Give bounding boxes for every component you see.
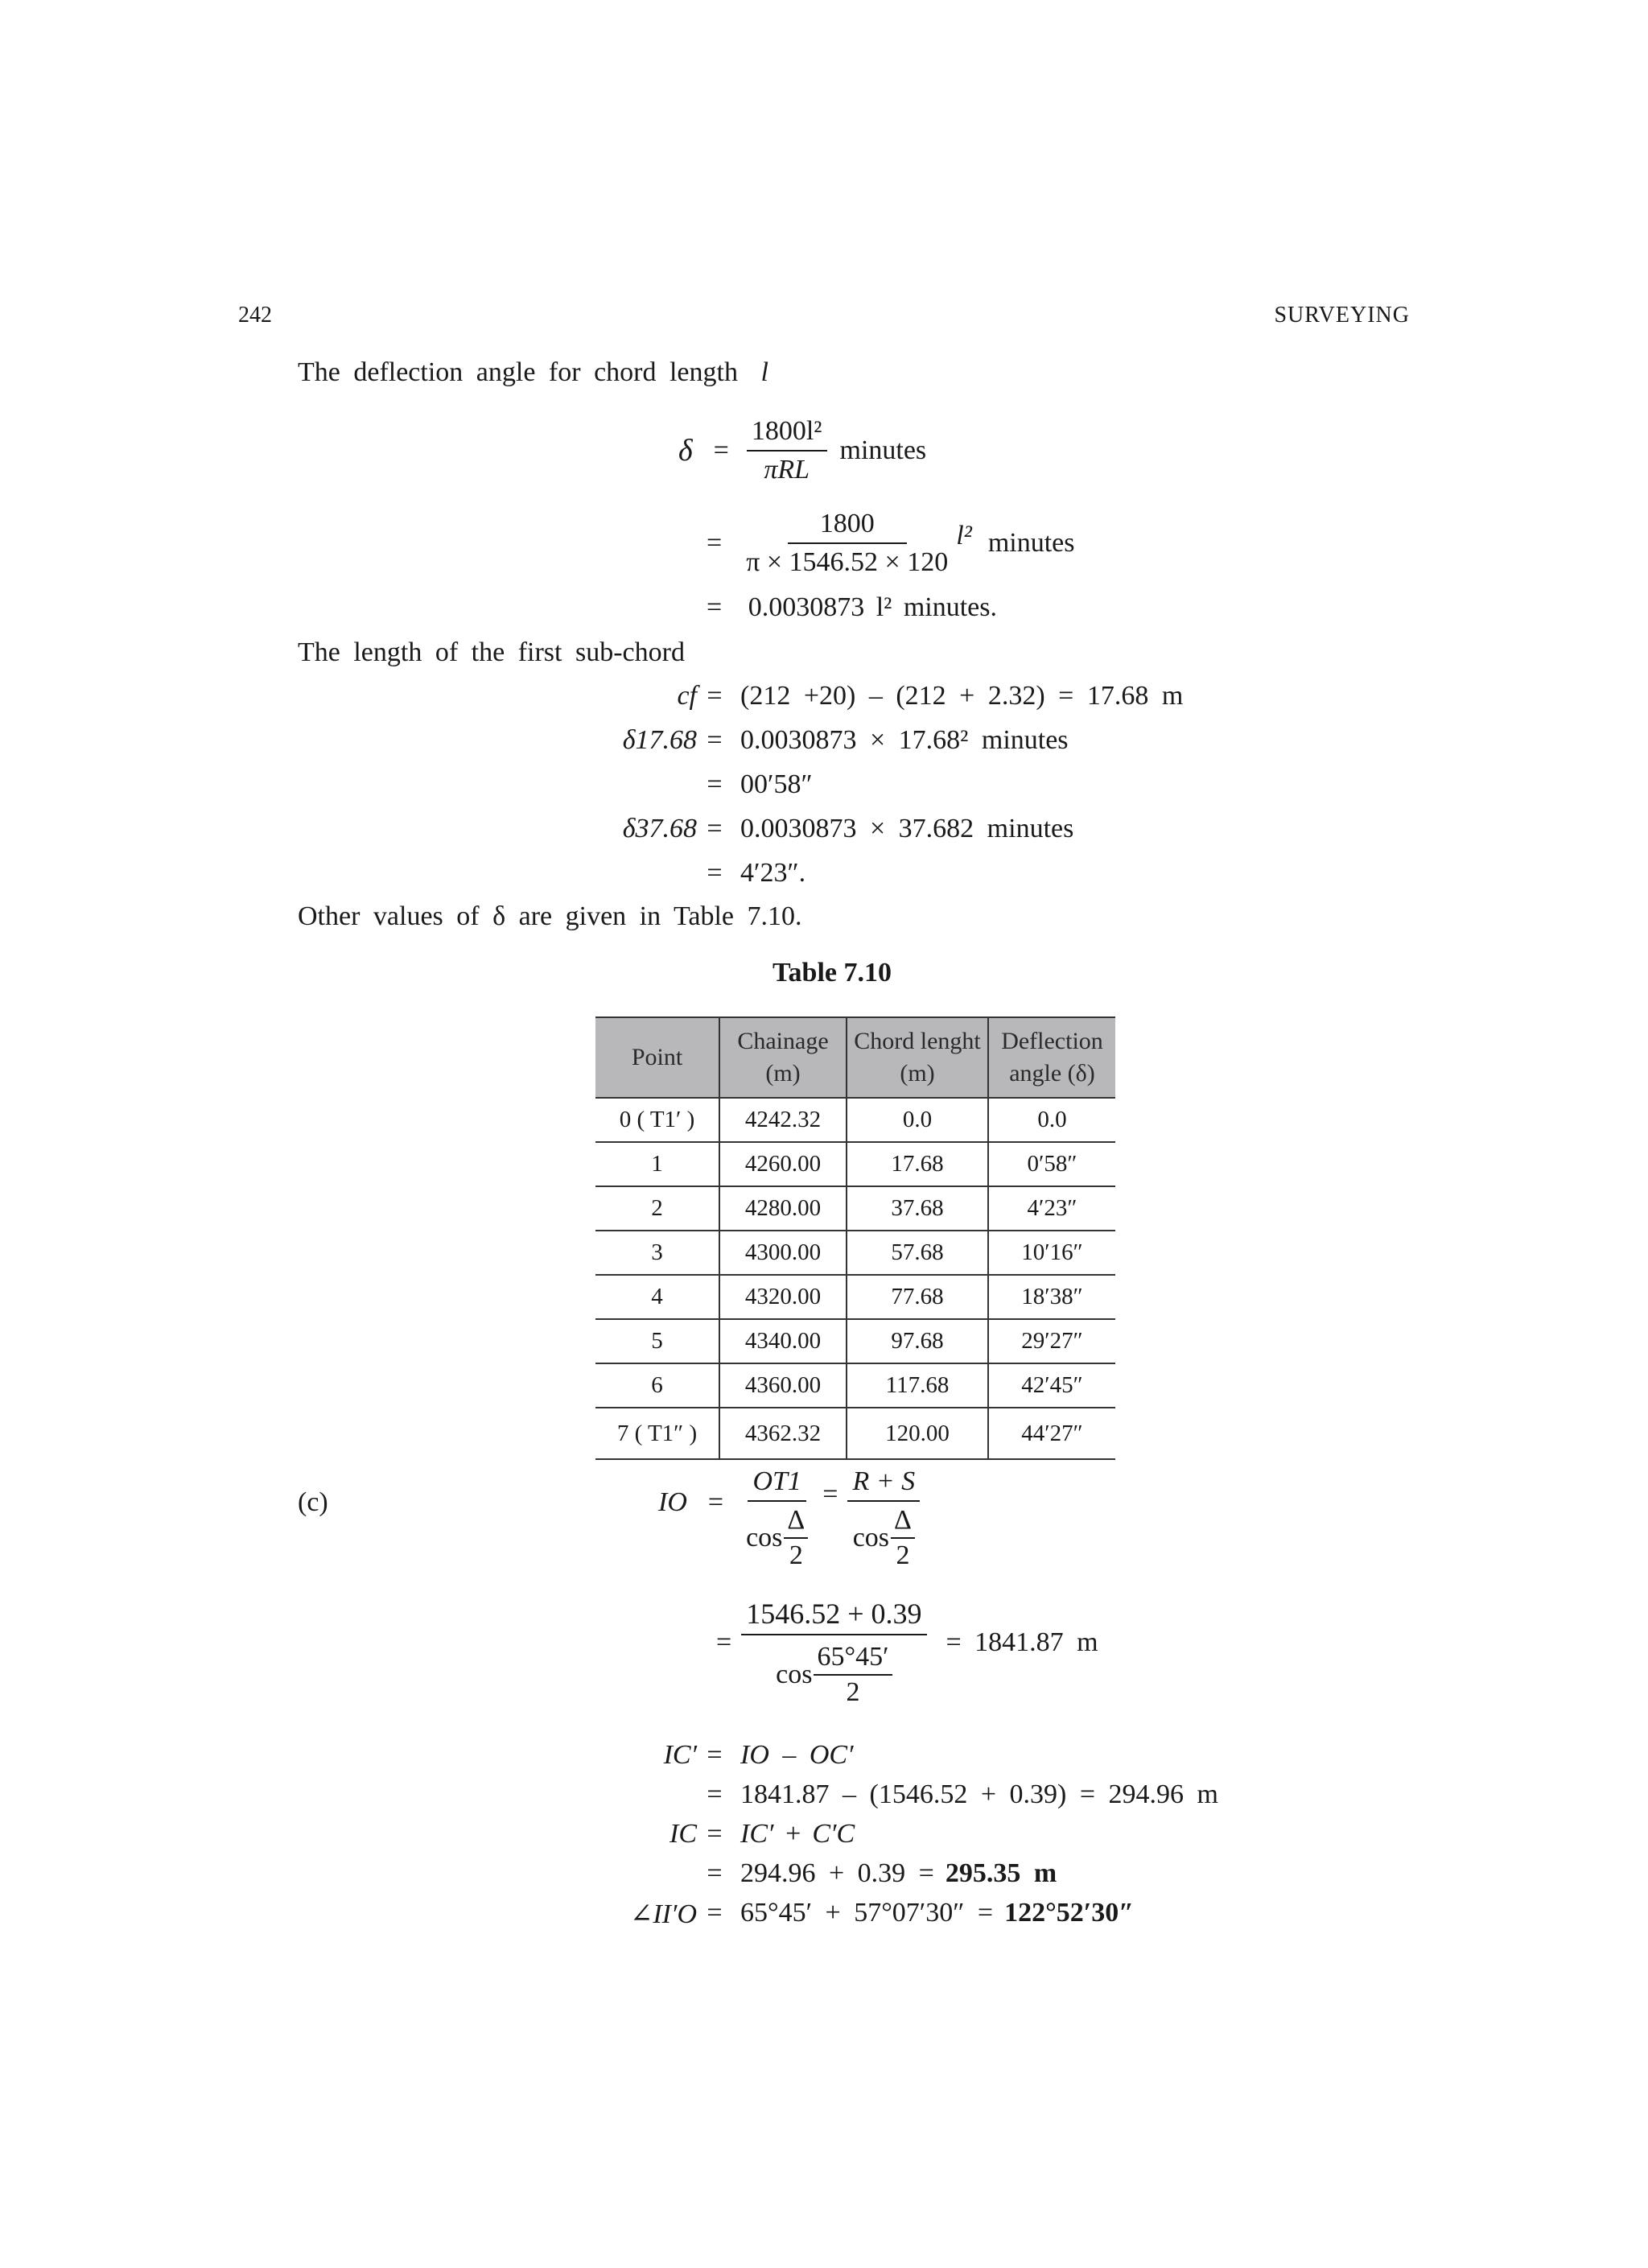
calc-rhs: 0.0030873 × 37.682 minutes <box>740 814 1074 843</box>
column-header: Chord lenght (m) <box>847 1017 988 1098</box>
step-rhs: IO – OC′ <box>740 1740 854 1770</box>
calc-row <box>563 814 1288 858</box>
table-row <box>595 1275 1115 1319</box>
other-values-text: Other values of δ are given in Table 7.10. <box>298 901 802 931</box>
table-cell: 10′16″ <box>988 1231 1115 1275</box>
io-fraction-2-denominator <box>848 1502 920 1571</box>
step-lhs: ∠II′O <box>629 1899 697 1929</box>
step-rhs: 65°45′ + 57°07′30″ = <box>740 1898 994 1928</box>
step-lhs <box>563 1858 697 1898</box>
table-row <box>595 1098 1115 1142</box>
table-cell: 4 <box>595 1275 719 1319</box>
step-row <box>563 1898 1529 1937</box>
calc-eq: = <box>707 858 723 888</box>
two-text: 2 <box>846 1677 860 1707</box>
io-formula <box>658 1466 920 1579</box>
table-row <box>595 1319 1115 1363</box>
calc-row <box>563 858 1288 902</box>
column-header: Chainage (m) <box>719 1017 847 1098</box>
table-cell: 0′58″ <box>988 1142 1115 1186</box>
cos-text: cos <box>852 1523 890 1553</box>
step-eq: = <box>707 1898 723 1928</box>
io-numeric-result: = 1841.87 m <box>946 1627 1098 1657</box>
cos-text: cos <box>746 1523 783 1553</box>
delta-symbol: Δ <box>784 1505 808 1539</box>
subchord-intro: The length of the first sub-chord <box>298 637 685 667</box>
table-cell: 4340.00 <box>719 1319 847 1363</box>
table-cell: 3 <box>595 1231 719 1275</box>
two-text: 2 <box>896 1540 910 1570</box>
io-numeric <box>716 1597 1098 1717</box>
calc-rhs: (212 +20) – (212 + 2.32) = 17.68 m <box>740 681 1184 711</box>
table-cell: 5 <box>595 1319 719 1363</box>
step-row <box>563 1779 1529 1819</box>
formula-substituted-fraction <box>741 509 953 578</box>
table-cell: 0 ( T1′ ) <box>595 1098 719 1142</box>
table-cell: 4320.00 <box>719 1275 847 1319</box>
running-title: SURVEYING <box>1274 303 1410 328</box>
calc-lhs: δ17.68 <box>622 725 697 755</box>
formula-constant-rhs: 0.0030873 l² minutes. <box>748 592 997 622</box>
step-rhs: IC′ + C′C <box>740 1819 855 1849</box>
cos-text: cos <box>776 1660 813 1689</box>
table-row <box>595 1186 1115 1231</box>
formula-constant <box>707 592 997 623</box>
table-cell: 42′45″ <box>988 1363 1115 1408</box>
table-cell: 0.0 <box>988 1098 1115 1142</box>
table-cell: 4280.00 <box>719 1186 847 1231</box>
table-cell: 7 ( T1″ ) <box>595 1408 719 1459</box>
table-cell: 4300.00 <box>719 1231 847 1275</box>
table-cell: 1 <box>595 1142 719 1186</box>
calc-rhs: 00′58″ <box>740 769 813 799</box>
table-cell: 0.0 <box>847 1098 988 1142</box>
half-angle-fraction <box>891 1505 915 1571</box>
calc-lhs <box>563 769 697 814</box>
deflection-intro <box>298 357 768 388</box>
step-lhs: IC′ <box>663 1740 697 1770</box>
table-cell: 29′27″ <box>988 1319 1115 1363</box>
step-row <box>563 1740 1529 1779</box>
table-cell: 2 <box>595 1186 719 1231</box>
deflection-intro-variable: l <box>760 357 768 387</box>
calc-eq: = <box>707 681 723 711</box>
calc-lhs: cf <box>677 681 697 711</box>
table-cell: 4360.00 <box>719 1363 847 1408</box>
io-fraction-2-numerator: R + S <box>847 1466 920 1502</box>
part-c-label: (c) <box>298 1487 328 1517</box>
table-cell: 117.68 <box>847 1363 988 1408</box>
table-row <box>595 1142 1115 1186</box>
table-cell: 4′23″ <box>988 1186 1115 1231</box>
table-cell: 57.68 <box>847 1231 988 1275</box>
calc-rhs: 4′23″. <box>740 858 806 888</box>
deflection-table <box>595 1016 1115 1460</box>
step-lhs: IC <box>670 1819 697 1849</box>
step-row <box>563 1819 1529 1858</box>
table-cell: 120.00 <box>847 1408 988 1459</box>
table-row <box>595 1231 1115 1275</box>
formula-substituted-denominator: π × 1546.52 × 120 <box>746 547 949 577</box>
table-cell: 4260.00 <box>719 1142 847 1186</box>
deflection-intro-text: The deflection angle for chord length <box>298 357 738 387</box>
calc-rhs: 0.0030873 × 17.68² minutes <box>740 725 1069 755</box>
formula-delta-denominator: πRL <box>764 455 810 485</box>
step-eq: = <box>707 1779 723 1809</box>
table-cell: 77.68 <box>847 1275 988 1319</box>
delta-symbol: Δ <box>891 1505 915 1539</box>
table-header-row <box>595 1017 1115 1098</box>
step-rhs: 1841.87 – (1546.52 + 0.39) = 294.96 m <box>740 1779 1218 1809</box>
io-numeric-eq: = <box>716 1627 732 1657</box>
formula-substituted-numerator: 1800 <box>788 509 907 544</box>
column-header: Deflection angle (δ) <box>988 1017 1115 1098</box>
step-row <box>563 1858 1529 1898</box>
calc-eq: = <box>707 769 723 799</box>
part-c-steps <box>563 1740 1529 1937</box>
step-lhs <box>563 1779 697 1819</box>
step-eq: = <box>707 1740 723 1770</box>
step-result-bold: 295.35 m <box>945 1858 1057 1888</box>
step-eq: = <box>707 1819 723 1849</box>
table-row <box>595 1408 1115 1459</box>
table-caption: Table 7.10 <box>772 958 892 988</box>
table-cell: 6 <box>595 1363 719 1408</box>
calc-row <box>563 769 1288 814</box>
io-fraction-1 <box>741 1466 813 1571</box>
table-row <box>595 1363 1115 1408</box>
table-cell: 37.68 <box>847 1186 988 1231</box>
formula-delta <box>678 410 926 491</box>
formula-substituted-factor: l² <box>956 521 972 551</box>
formula-delta-eq: = <box>713 435 729 465</box>
table-cell: 4242.32 <box>719 1098 847 1142</box>
half-angle-fraction <box>784 1505 808 1571</box>
io-eq-2: = <box>822 1479 838 1509</box>
formula-substituted-unit: minutes <box>987 528 1075 558</box>
subchord-calc <box>563 681 1288 902</box>
io-numeric-denominator <box>771 1635 896 1708</box>
calc-row <box>563 681 1288 725</box>
table-cell: 18′38″ <box>988 1275 1115 1319</box>
calc-row <box>563 725 1288 769</box>
io-eq: = <box>707 1487 724 1517</box>
table-cell: 17.68 <box>847 1142 988 1186</box>
table-cell: 4362.32 <box>719 1408 847 1459</box>
formula-substituted <box>707 503 1075 583</box>
calc-lhs <box>563 858 697 902</box>
calc-eq: = <box>707 814 723 843</box>
half-angle-fraction <box>814 1642 892 1708</box>
io-numeric-numerator: 1546.52 + 0.39 <box>741 1597 926 1635</box>
step-result-bold: 122°52′30″ <box>1004 1898 1135 1928</box>
formula-delta-numerator: 1800l² <box>747 416 827 452</box>
calc-eq: = <box>707 725 723 755</box>
step-eq: = <box>707 1858 723 1888</box>
step-rhs: 294.96 + 0.39 = <box>740 1858 934 1888</box>
io-fraction-1-numerator: OT1 <box>748 1466 805 1502</box>
angle-text: 65°45′ <box>814 1642 892 1676</box>
formula-constant-eq: = <box>707 592 723 622</box>
page-number: 242 <box>238 303 272 328</box>
table-cell: 44′27″ <box>988 1408 1115 1459</box>
io-fraction-1-denominator <box>741 1502 813 1571</box>
two-text: 2 <box>789 1540 803 1570</box>
formula-delta-lhs: δ <box>678 434 693 468</box>
column-header: Point <box>595 1017 719 1098</box>
io-fraction-2 <box>847 1466 920 1571</box>
table-cell: 97.68 <box>847 1319 988 1363</box>
formula-delta-unit: minutes <box>839 435 927 465</box>
formula-substituted-eq: = <box>707 528 723 558</box>
io-numeric-fraction <box>741 1597 926 1708</box>
calc-lhs: δ37.68 <box>622 814 697 843</box>
formula-delta-fraction <box>747 416 827 485</box>
io-lhs: IO <box>658 1487 687 1517</box>
